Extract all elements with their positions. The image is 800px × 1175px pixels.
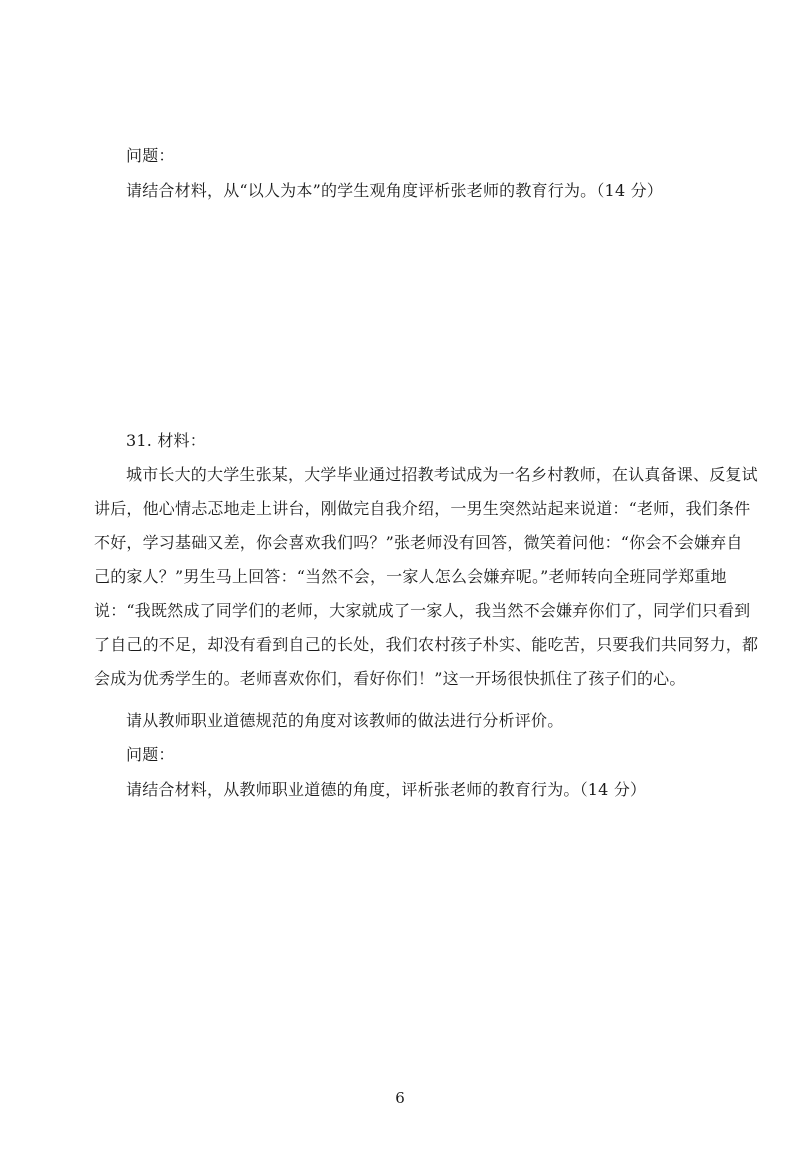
material-paragraph-line: 说：“我既然成了同学们的老师，大家就成了一家人，我当然不会嫌弃你们了，同学们只看到	[94, 601, 751, 620]
material-paragraph-line: 讲后，他心情忐忑地走上讲台，刚做完自我介绍，一男生突然站起来说道：“老师，我们条件	[94, 499, 751, 518]
material-heading: 31. 材料：	[126, 431, 206, 450]
question-label: 问题：	[126, 146, 175, 165]
page-number: 6	[395, 1089, 405, 1107]
material-paragraph-line: 城市长大的大学生张某，大学毕业通过招教考试成为一名乡村教师，在认真备课、反复试	[126, 465, 758, 484]
question-text: 请结合材料，从“以人为本”的学生观角度评析张老师的教育行为。（14 分）	[126, 181, 664, 200]
question-text: 请结合材料，从教师职业道德的角度，评析张老师的教育行为。（14 分）	[126, 780, 647, 799]
question-label: 问题：	[126, 745, 175, 764]
material-paragraph-line: 不好，学习基础又差，你会喜欢我们吗？”张老师没有回答，微笑着问他：“你会不会嫌弃自	[94, 533, 743, 552]
material-paragraph-line: 己的家人？”男生马上回答：“当然不会，一家人怎么会嫌弃呢。”老师转向全班同学郑重地	[94, 567, 727, 586]
material-paragraph-line: 了自己的不足，却没有看到自己的长处，我们农村孩子朴实、能吃苦，只要我们共同努力，都	[94, 635, 759, 654]
instruction-text: 请从教师职业道德规范的角度对该教师的做法进行分析评价。	[126, 711, 564, 730]
material-paragraph-line: 会成为优秀学生的。老师喜欢你们，看好你们！”这一开场很快抓住了孩子们的心。	[94, 669, 686, 688]
